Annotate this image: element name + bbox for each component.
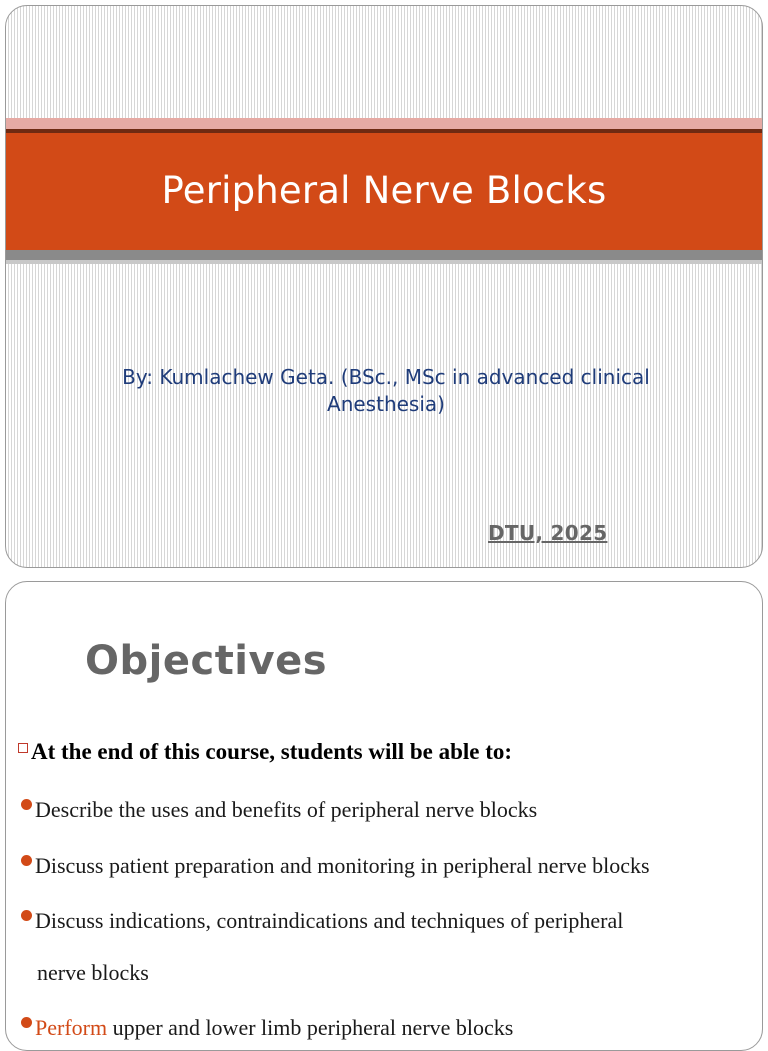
list-item-text: Describe the uses and benefits of peripheral nerve blocks xyxy=(35,797,538,822)
organization-date: DTU, 2025 xyxy=(488,521,608,545)
author-credit xyxy=(46,364,726,418)
title-slide xyxy=(5,5,763,568)
list-item-text: Discuss patient preparation and monitoring in peripheral nerve blocks xyxy=(35,853,650,878)
list-item xyxy=(21,853,650,879)
list-item-continuation: nerve blocks xyxy=(37,960,149,985)
decorative-band xyxy=(6,250,762,260)
bullet-dot-icon xyxy=(21,855,32,866)
list-item xyxy=(21,908,623,934)
objectives-slide xyxy=(5,581,763,1051)
list-item xyxy=(21,1015,513,1041)
bullet-dot-icon xyxy=(21,1017,32,1028)
list-item xyxy=(21,797,537,823)
intro-item xyxy=(18,739,512,765)
author-line: Anesthesia) xyxy=(327,392,445,416)
intro-text: At the end of this course, students will be able to: xyxy=(31,739,513,764)
decorative-band xyxy=(6,260,762,264)
slide-heading: Objectives xyxy=(85,638,328,684)
list-item-text: upper and lower limb peripheral nerve blocks xyxy=(107,1015,514,1040)
list-item-text-highlight: Perform xyxy=(35,1015,108,1040)
title-banner xyxy=(6,133,762,250)
decorative-band xyxy=(6,118,762,129)
author-line: By: Kumlachew Geta. (BSc., MSc in advanced clinical xyxy=(122,365,650,389)
slide-title: Peripheral Nerve Blocks xyxy=(161,168,607,212)
bullet-dot-icon xyxy=(21,799,32,810)
checkbox-icon xyxy=(18,743,28,753)
bullet-dot-icon xyxy=(21,910,32,921)
list-item-text: Discuss indications, contraindications and techniques of peripheral xyxy=(35,908,624,933)
